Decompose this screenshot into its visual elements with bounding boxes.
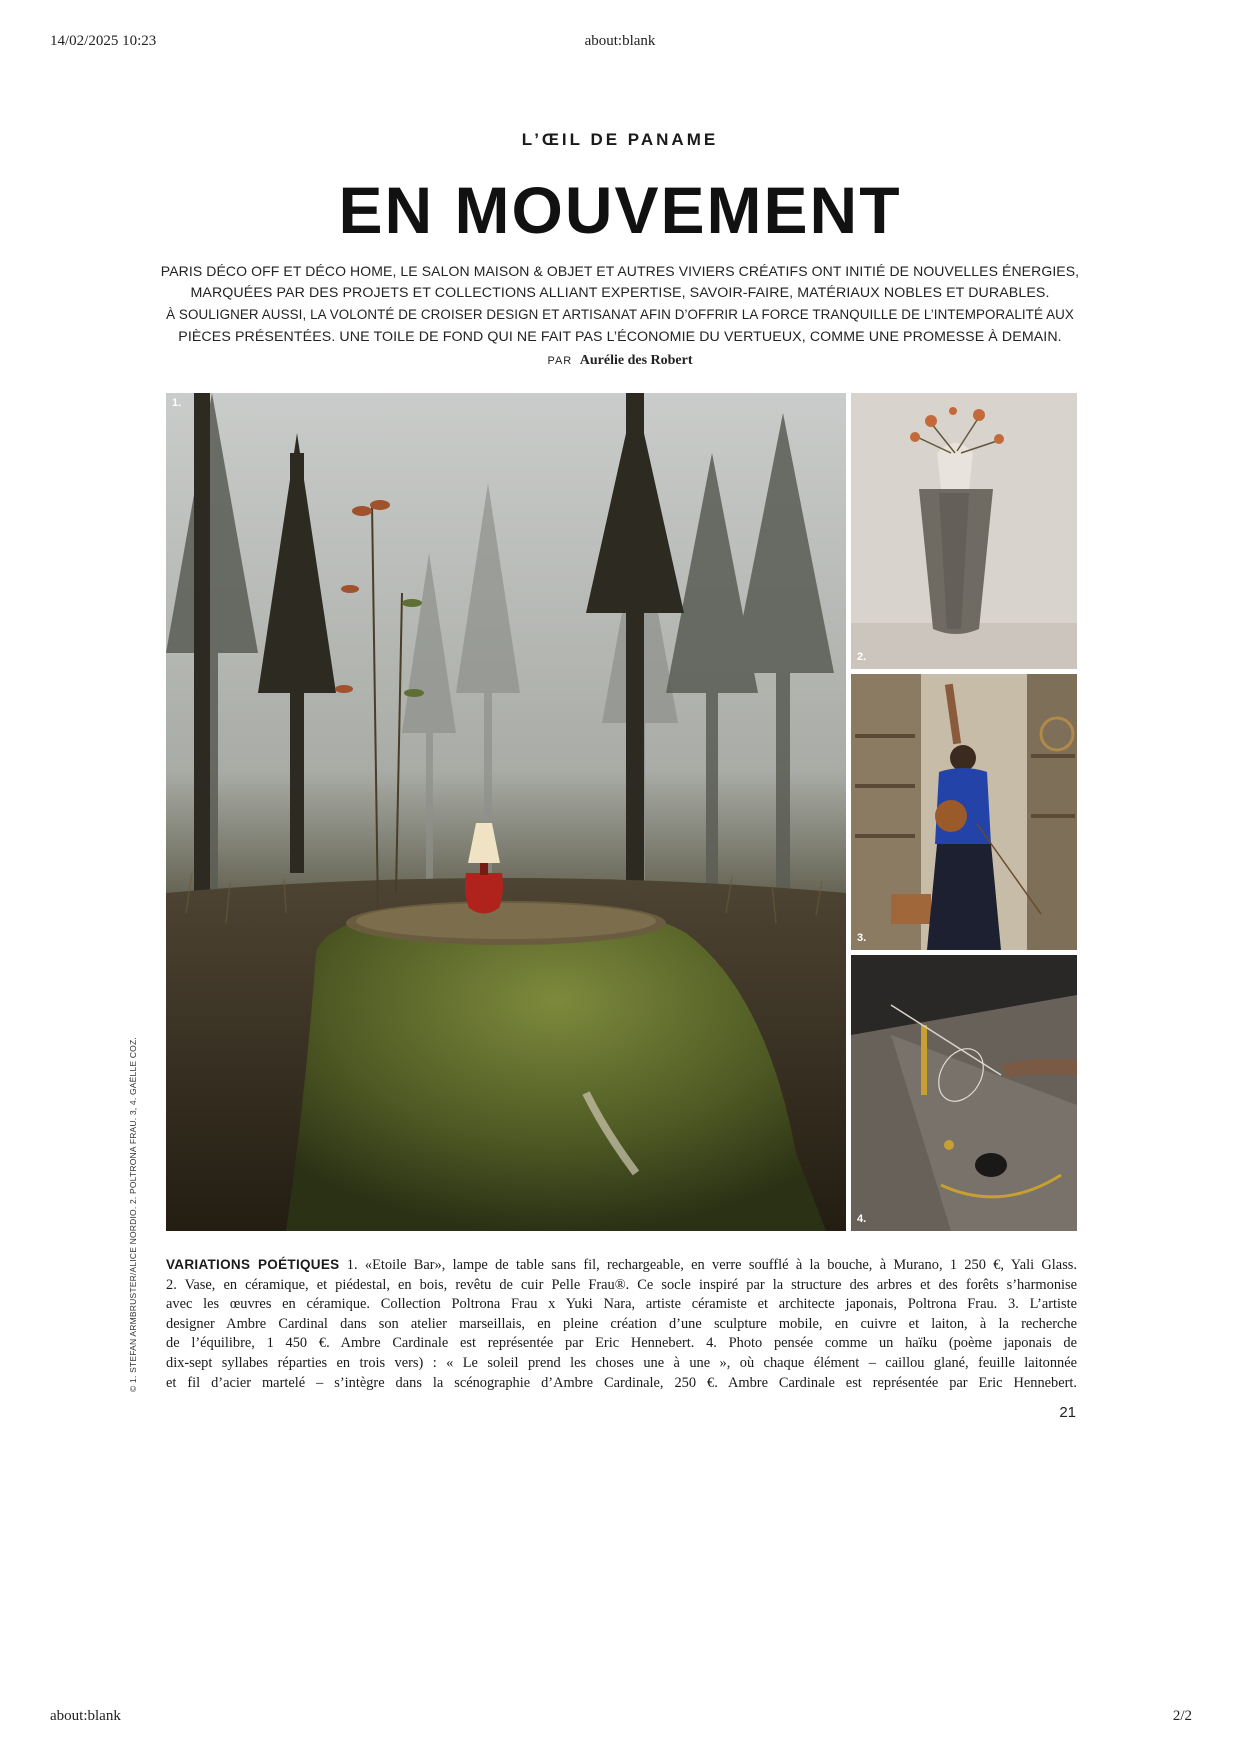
photo-caption — [166, 1255, 1077, 1393]
caption-line: dix-sept syllabes réparties en trois vers) : « Le soleil prend les choses une à une », où chaque élément – caillou glané, feuille laitonnée — [166, 1354, 1077, 1371]
byline — [0, 353, 1240, 369]
caption-line: avec les œuvres en céramique. Collection Poltrona Frau x Yuki Nara, artiste céramiste et architecte japonais, Poltrona Frau. 3. L’artiste — [166, 1296, 1077, 1313]
author-name: Aurélie des Robert — [579, 353, 693, 368]
article-intro — [160, 260, 1080, 348]
print-url: about:blank — [584, 33, 656, 49]
print-page-count: 2/2 — [1172, 1708, 1192, 1724]
caption-line: et fil d’acier martelé – s’intègre dans la scénographie d’Ambre Cardinale, 250 €. Ambre Cardinale est représentée par Eric Hennebert. — [166, 1374, 1077, 1391]
photo-artist-studio — [851, 674, 1077, 950]
caption-heading: VARIATIONS POÉTIQUES — [166, 1257, 340, 1272]
caption-line: designer Ambre Cardinal dans son atelier marseillais, en pleine création d’une sculpture mobile, en cuivre et laiton, à la recherche — [166, 1315, 1077, 1332]
print-footer-url: about:blank — [50, 1708, 121, 1724]
photo-number: 1. — [172, 397, 182, 409]
sculpture-illustration — [851, 955, 1077, 1231]
intro-line: MARQUÉES PAR DES PROJETS ET COLLECTIONS ALLIANT EXPERTISE, SAVOIR-FAIRE, MATÉRIAUX NOBLES ET DURABLES. — [190, 285, 1050, 301]
photo-vase-pedestal — [851, 393, 1077, 669]
byline-prefix: PAR — [547, 355, 573, 367]
page-number: 21 — [1059, 1404, 1076, 1421]
article-title: EN MOUVEMENT — [338, 173, 902, 247]
vase-illustration — [851, 393, 1077, 669]
caption-line: 2. Vase, en céramique, et piédestal, en bois, revêtu de cuir Pelle Frau®. Ce socle inspiré par la structure des arbres et des forêts s’harmonise — [166, 1276, 1077, 1293]
photo-credit-text: © 1. STEFAN ARMBRUSTER/ALICE NORDIO. 2. POLTRONA FRAU. 3, 4. GAËLLE COZ. — [128, 1037, 138, 1392]
studio-illustration — [851, 674, 1077, 950]
intro-line: PIÈCES PRÉSENTÉES. UNE TOILE DE FOND QUI NE FAIT PAS L’ÉCONOMIE DU VERTUEUX, COMME UNE PROMESSE À DEMAIN. — [178, 329, 1062, 345]
photo-number: 4. — [857, 1213, 867, 1225]
caption-text: 1. «Etoile Bar», lampe de table sans fil, rechargeable, en verre soufflé à la bouche, à Murano, 1 250 €, Yali Glass. — [346, 1257, 1077, 1273]
photo-sculpture-haiku — [851, 955, 1077, 1231]
intro-line: À SOULIGNER AUSSI, LA VOLONTÉ DE CROISER DESIGN ET ARTISANAT AFIN D’OFFRIR LA FORCE TRANQUILLE DE L’INTEMPORALITÉ AUX — [166, 307, 1074, 322]
intro-line: PARIS DÉCO OFF ET DÉCO HOME, LE SALON MAISON & OBJET ET AUTRES VIVIERS CRÉATIFS ONT INITIÉ DE NOUVELLES ÉNERGIES, — [160, 263, 1080, 279]
section-kicker: L’ŒIL DE PANAME — [521, 130, 719, 149]
caption-line: de l’équilibre, 1 450 €. Ambre Cardinale est représentée par Eric Hennebert. 4. Photo pensée comme un haïku (poème japonais de — [166, 1335, 1077, 1352]
photo-forest-lamp — [166, 393, 846, 1231]
caption-line — [166, 1255, 1077, 1276]
photo-number: 3. — [857, 932, 867, 944]
print-datetime: 14/02/2025 10:23 — [50, 33, 157, 49]
forest-illustration — [166, 393, 846, 1231]
photo-number: 2. — [857, 651, 867, 663]
